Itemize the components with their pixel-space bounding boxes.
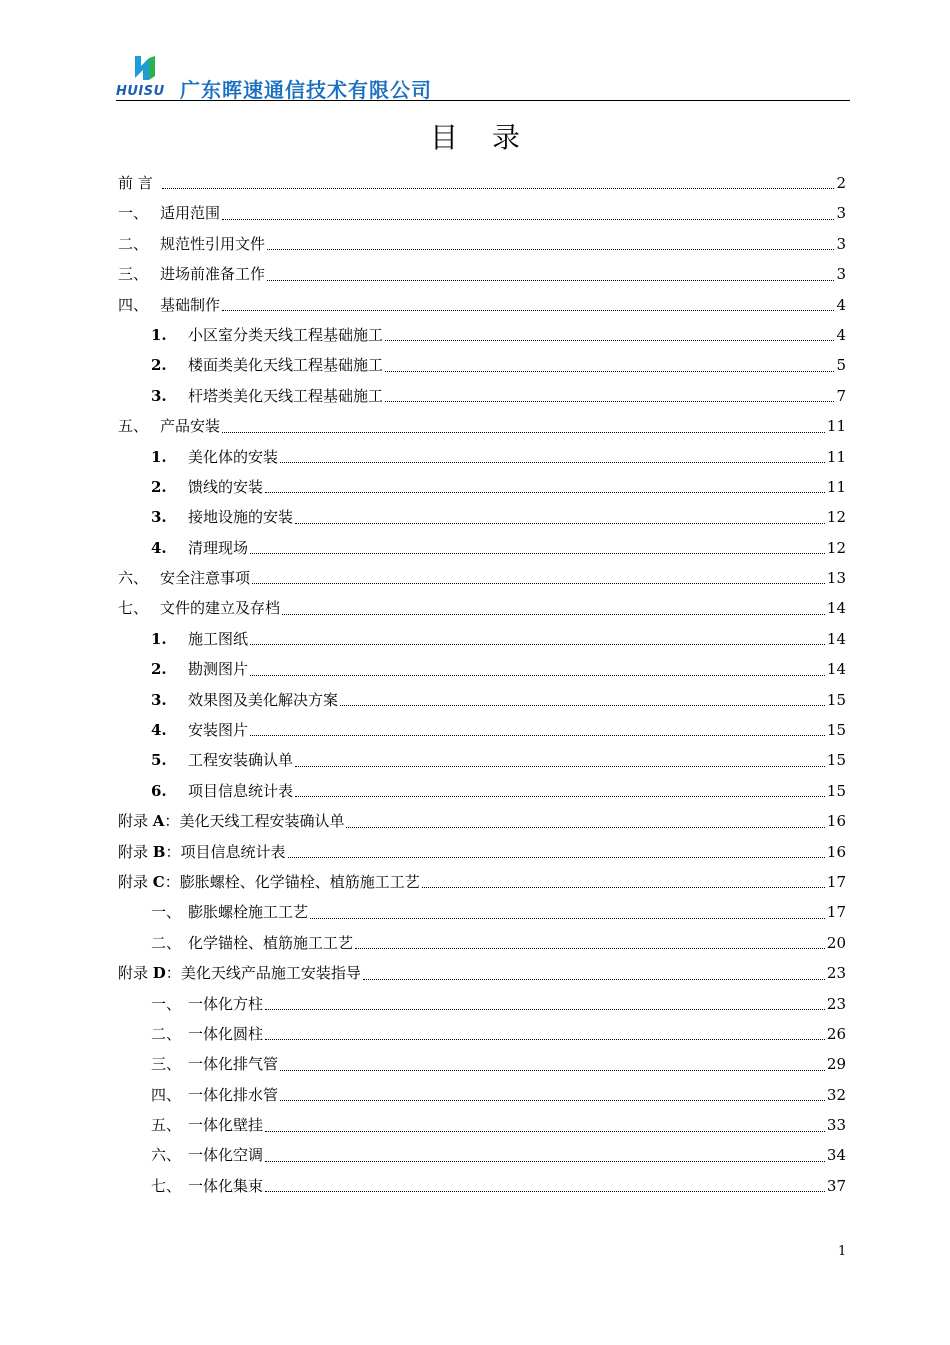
toc-entry-page: 16 (826, 812, 846, 831)
toc-entry-page: 3 (836, 234, 846, 253)
toc-entry-label: 效果图及美化解决方案 (188, 690, 339, 709)
toc-entry-label: 一体化排气管 (188, 1055, 279, 1074)
toc-leader-dots (288, 857, 825, 858)
toc-leader-dots (363, 979, 825, 980)
toc-entry[interactable] (118, 715, 846, 745)
toc-entry-label: 一体化空调 (188, 1146, 264, 1165)
toc-leader-dots (295, 766, 825, 767)
toc-entry-number: 二、 (118, 234, 149, 253)
toc-entry-number: 2. (151, 660, 167, 679)
toc-leader-dots (265, 1161, 825, 1162)
toc-entry[interactable] (118, 654, 846, 684)
toc-entry-page: 16 (826, 842, 846, 861)
toc-entry-page: 12 (826, 508, 846, 527)
toc-entry-page: 17 (826, 872, 846, 891)
toc-leader-dots (265, 1131, 825, 1132)
toc-entry[interactable] (118, 806, 846, 836)
toc-entry-page: 7 (836, 386, 846, 405)
toc-entry-number: 4. (151, 721, 167, 740)
toc-entry-label: 馈线的安装 (188, 477, 264, 496)
toc-entry[interactable] (118, 472, 846, 502)
toc-leader-dots (222, 432, 825, 433)
toc-entry[interactable] (118, 958, 846, 988)
toc-entry[interactable] (118, 1110, 846, 1140)
toc-entry-number: 2. (151, 477, 167, 496)
toc-entry-page: 12 (826, 538, 846, 557)
page-header (116, 52, 850, 102)
toc-entry-number: 五、 (118, 417, 149, 436)
toc-entry-page: 3 (836, 204, 846, 223)
toc-entry-page: 15 (826, 781, 846, 800)
toc-entry-label: 项目信息统计表 (180, 842, 286, 861)
toc-entry[interactable] (118, 897, 846, 927)
toc-leader-dots (355, 948, 825, 949)
toc-entry[interactable] (118, 198, 846, 228)
toc-entry-label: 进场前准备工作 (160, 265, 266, 284)
toc-leader-dots (385, 340, 834, 341)
toc-entry[interactable] (118, 563, 846, 593)
toc-leader-dots (280, 1070, 825, 1071)
toc-entry-label: 工程安装确认单 (188, 751, 294, 770)
toc-entry[interactable] (118, 350, 846, 380)
toc-entry-number: 附录 B： (118, 842, 181, 861)
toc-entry-label: 清理现场 (188, 538, 249, 557)
toc-entry-label: 化学锚栓、植筋施工工艺 (188, 933, 354, 952)
toc-entry[interactable] (118, 685, 846, 715)
toc-entry-page: 32 (826, 1085, 846, 1104)
toc-leader-dots (385, 401, 834, 402)
toc-entry-number: 四、 (118, 295, 149, 314)
toc-entry-page: 14 (826, 660, 846, 679)
toc-leader-dots (282, 614, 825, 615)
toc-entry-page: 23 (826, 964, 846, 983)
toc-entry-label: 基础制作 (160, 295, 221, 314)
toc-entry-label: 一体化排水管 (188, 1085, 279, 1104)
toc-entry-number: 一、 (151, 994, 182, 1013)
toc-entry-number: 七、 (151, 1176, 182, 1195)
toc-entry[interactable] (118, 745, 846, 775)
toc-leader-dots (250, 553, 825, 554)
toc-leader-dots (295, 523, 825, 524)
toc-entry[interactable] (118, 867, 846, 897)
toc-entry-page: 37 (826, 1176, 846, 1195)
toc-entry-number: 5. (151, 751, 167, 770)
toc-entry-number: 附录 C： (118, 872, 180, 891)
toc-entry-label: 膨胀螺栓、化学锚栓、植筋施工工艺 (179, 872, 420, 891)
toc-leader-dots (280, 1100, 825, 1101)
toc-entry-page: 14 (826, 629, 846, 648)
toc-entry-label: 美化天线工程安装确认单 (179, 812, 345, 831)
toc-entry-page: 15 (826, 690, 846, 709)
toc-entry-number: 附录 D： (118, 964, 181, 983)
toc-entry-label: 膨胀螺栓施工工艺 (188, 903, 309, 922)
toc-entry[interactable] (118, 381, 846, 411)
toc-entry[interactable] (118, 989, 846, 1019)
toc-entry-label: 一体化方柱 (188, 994, 264, 1013)
toc-entry-number: 3. (151, 508, 167, 527)
toc-entry-label: 适用范围 (160, 204, 221, 223)
toc-entry[interactable] (118, 411, 846, 441)
toc-entry[interactable] (118, 442, 846, 472)
header-divider (116, 100, 850, 101)
toc-entry-label: 文件的建立及存档 (160, 599, 281, 618)
toc-entry-label: 楼面类美化天线工程基础施工 (188, 356, 384, 375)
toc-entry[interactable] (118, 837, 846, 867)
toc-entry[interactable] (118, 624, 846, 654)
toc-entry-number: 三、 (118, 265, 149, 284)
toc-entry-page: 15 (826, 721, 846, 740)
toc-leader-dots (340, 705, 825, 706)
toc-entry[interactable] (118, 290, 846, 320)
toc-leader-dots (267, 280, 834, 281)
toc-entry-label: 施工图纸 (188, 629, 249, 648)
toc-entry-page: 13 (826, 569, 846, 588)
toc-entry-page: 2 (836, 173, 846, 192)
toc-entry-page: 11 (826, 417, 846, 436)
toc-leader-dots (222, 310, 834, 311)
logo-text: HUISU (116, 84, 165, 99)
toc-entry-label: 一体化壁挂 (188, 1116, 264, 1135)
toc-leader-dots (267, 249, 834, 250)
toc-leader-dots (295, 796, 825, 797)
toc-leader-dots (265, 1039, 825, 1040)
toc-entry-page: 34 (826, 1146, 846, 1165)
toc-entry-page: 17 (826, 903, 846, 922)
table-of-contents (118, 168, 846, 1201)
toc-leader-dots (250, 735, 825, 736)
toc-entry-number: 1. (151, 447, 167, 466)
toc-entry-label: 项目信息统计表 (188, 781, 294, 800)
toc-entry-number: 6. (151, 781, 167, 800)
toc-entry-page: 26 (826, 1024, 846, 1043)
toc-leader-dots (162, 188, 834, 189)
toc-entry[interactable] (118, 320, 846, 350)
toc-entry-label: 美化体的安装 (188, 447, 279, 466)
toc-entry-label: 规范性引用文件 (160, 234, 266, 253)
toc-entry-page: 11 (826, 447, 846, 466)
toc-leader-dots (280, 462, 825, 463)
toc-entry-page: 5 (836, 356, 846, 375)
toc-entry-label: 产品安装 (160, 417, 221, 436)
toc-leader-dots (265, 1191, 825, 1192)
toc-entry-number: 一、 (118, 204, 149, 223)
toc-entry[interactable] (118, 502, 846, 532)
page-number: 1 (838, 1244, 847, 1259)
toc-entry-page: 14 (826, 599, 846, 618)
toc-entry[interactable] (118, 1019, 846, 1049)
toc-entry[interactable] (118, 928, 846, 958)
toc-leader-dots (385, 371, 834, 372)
toc-entry-label: 美化天线产品施工安装指导 (180, 964, 361, 983)
toc-entry-number: 二、 (151, 1024, 182, 1043)
toc-entry-label: 小区室分类天线工程基础施工 (188, 325, 384, 344)
toc-entry-label: 安全注意事项 (160, 569, 251, 588)
toc-entry[interactable] (118, 1049, 846, 1079)
toc-entry-number: 三、 (151, 1055, 182, 1074)
toc-entry-number: 四、 (151, 1085, 182, 1104)
huisu-logo-icon (132, 54, 158, 82)
toc-entry[interactable] (118, 229, 846, 259)
toc-entry-number: 二、 (151, 933, 182, 952)
toc-leader-dots (265, 492, 825, 493)
toc-leader-dots (422, 887, 825, 888)
toc-entry-number: 七、 (118, 599, 149, 618)
toc-entry-number: 3. (151, 690, 167, 709)
toc-entry-page: 20 (826, 933, 846, 952)
toc-entry[interactable] (118, 533, 846, 563)
toc-entry[interactable] (118, 776, 846, 806)
toc-entry[interactable] (118, 1141, 846, 1171)
toc-leader-dots (250, 644, 825, 645)
toc-leader-dots (265, 1009, 825, 1010)
toc-entry[interactable] (118, 168, 846, 198)
company-logo (116, 52, 176, 98)
toc-entry-number: 2. (151, 356, 167, 375)
toc-entry-number: 1. (151, 629, 167, 648)
toc-entry[interactable] (118, 259, 846, 289)
toc-entry[interactable] (118, 593, 846, 623)
toc-entry-page: 4 (836, 325, 846, 344)
toc-entry-label: 安装图片 (188, 721, 249, 740)
toc-entry-page: 4 (836, 295, 846, 314)
toc-entry-label: 一体化集束 (188, 1176, 264, 1195)
toc-entry-page: 23 (826, 994, 846, 1013)
toc-leader-dots (346, 827, 824, 828)
toc-entry-page: 11 (826, 477, 846, 496)
toc-entry-number: 3. (151, 386, 167, 405)
toc-leader-dots (222, 219, 834, 220)
page-title: 目录 (429, 121, 554, 154)
company-name: 广东晖速通信技术有限公司 (180, 78, 432, 102)
toc-entry-label: 勘测图片 (188, 660, 249, 679)
toc-entry[interactable] (118, 1171, 846, 1201)
toc-leader-dots (310, 918, 825, 919)
toc-entry[interactable] (118, 1080, 846, 1110)
toc-entry-number: 1. (151, 325, 167, 344)
toc-entry-number: 五、 (151, 1116, 182, 1135)
toc-entry-number: 一、 (151, 903, 182, 922)
toc-entry-page: 15 (826, 751, 846, 770)
toc-leader-dots (250, 675, 825, 676)
toc-entry-number: 前 言 (118, 173, 153, 192)
toc-entry-number: 六、 (118, 569, 149, 588)
toc-entry-label: 杆塔类美化天线工程基础施工 (188, 386, 384, 405)
toc-entry-number: 4. (151, 538, 167, 557)
toc-entry-page: 29 (826, 1055, 846, 1074)
toc-entry-number: 附录 A： (118, 812, 180, 831)
toc-entry-label: 接地设施的安装 (188, 508, 294, 527)
toc-entry-label: 一体化圆柱 (188, 1024, 264, 1043)
toc-entry-page: 3 (836, 265, 846, 284)
toc-entry-page: 33 (826, 1116, 846, 1135)
toc-leader-dots (252, 583, 825, 584)
toc-entry-number: 六、 (151, 1146, 182, 1165)
